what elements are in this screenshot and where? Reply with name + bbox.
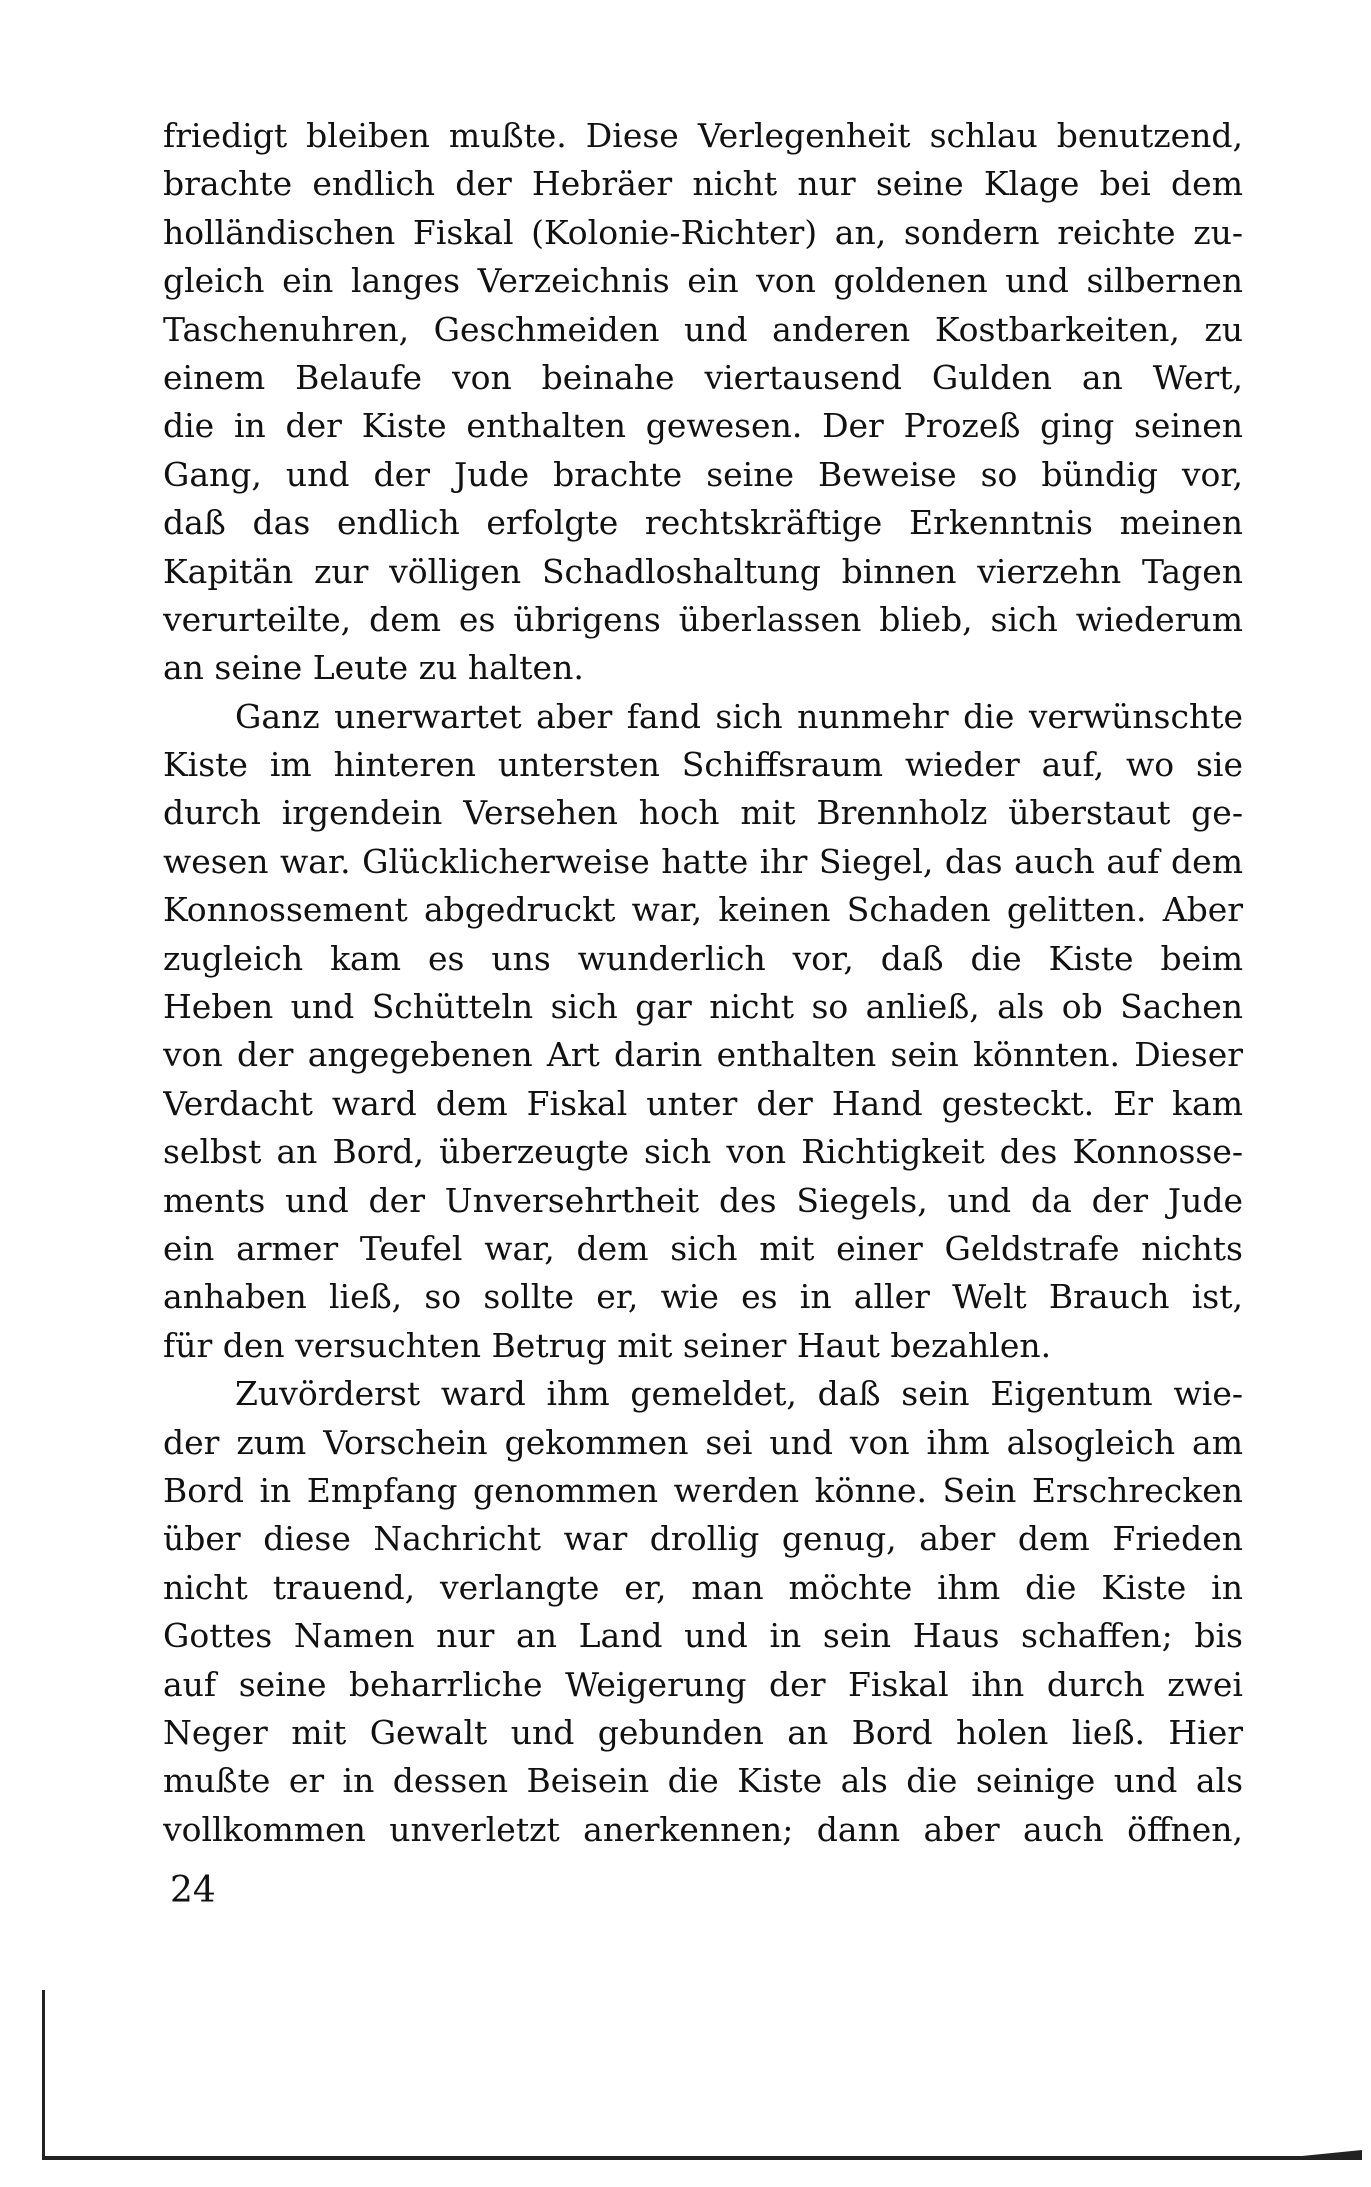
text-line: Gang, und der Jude brachte seine Beweise so bündig vor, — [163, 454, 1243, 494]
paragraph-start-line: Zuvörderst ward ihm gemeldet, daß sein Eigentum wie- — [235, 1374, 1243, 1414]
paragraph-start-line: Ganz unerwartet aber fand sich nunmehr die verwünschte — [235, 696, 1243, 736]
text-line: daß das endlich erfolgte rechtskräftige Erkenntnis meinen — [163, 503, 1243, 543]
text-line: wesen war. Glücklicherweise hatte ihr Siegel, das auch auf dem — [163, 841, 1243, 881]
page-number: 24 — [170, 1870, 216, 1911]
text-line: Heben und Schütteln sich gar nicht so anließ, als ob Sachen — [163, 987, 1243, 1027]
text-line: Gottes Namen nur an Land und in sein Haus schaffen; bis — [163, 1616, 1243, 1656]
text-line: durch irgendein Versehen hoch mit Brennholz überstaut ge- — [163, 793, 1243, 833]
text-line: Bord in Empfang genommen werden könne. Sein Erschrecken — [163, 1470, 1243, 1510]
text-line: Kiste im hinteren untersten Schiffsraum wieder auf, wo sie — [163, 745, 1243, 785]
text-line: der zum Vorschein gekommen sei und von ihm alsogleich am — [163, 1422, 1243, 1462]
text-line: auf seine beharrliche Weigerung der Fiskal ihn durch zwei — [163, 1664, 1243, 1704]
text-line: über diese Nachricht war drollig genug, aber dem Frieden — [163, 1519, 1243, 1559]
text-line: Neger mit Gewalt und gebunden an Bord holen ließ. Hier — [163, 1712, 1243, 1752]
text-line: an seine Leute zu halten. — [163, 648, 584, 688]
scan-edge-bottom-line — [42, 2156, 1362, 2160]
text-line: mußte er in dessen Beisein die Kiste als die seinige und als — [163, 1761, 1243, 1801]
text-line: die in der Kiste enthalten gewesen. Der Prozeß ging seinen — [163, 406, 1243, 446]
text-line: ments und der Unversehrtheit des Siegels, und da der Jude — [163, 1180, 1243, 1220]
text-line: einem Belaufe von beinahe viertausend Gulden an Wert, — [163, 357, 1243, 397]
text-line: anhaben ließ, so sollte er, wie es in aller Welt Brauch ist, — [163, 1277, 1243, 1317]
text-line: von der angegebenen Art darin enthalten sein könnten. Dieser — [163, 1035, 1243, 1075]
text-line: friedigt bleiben mußte. Diese Verlegenheit schlau benutzend, — [163, 116, 1243, 155]
text-line: Taschenuhren, Geschmeiden und anderen Kostbarkeiten, zu — [163, 309, 1243, 349]
text-line: Kapitän zur völligen Schadloshaltung binnen vierzehn Tagen — [163, 551, 1243, 591]
text-line: zugleich kam es uns wunderlich vor, daß die Kiste beim — [163, 938, 1243, 978]
text-line: brachte endlich der Hebräer nicht nur seine Klage bei dem — [163, 164, 1243, 204]
scan-edge-vertical-line — [42, 1990, 45, 2160]
text-line: ein armer Teufel war, dem sich mit einer Geldstrafe nichts — [163, 1228, 1243, 1268]
text-line: Konnossement abgedruckt war, keinen Schaden gelitten. Aber — [163, 890, 1243, 930]
text-line: für den versuchten Betrug mit seiner Haut bezahlen. — [163, 1325, 1052, 1365]
text-line: holländischen Fiskal (Kolonie-Richter) an, sondern reichte zu- — [163, 212, 1243, 252]
text-line: Verdacht ward dem Fiskal unter der Hand gesteckt. Er kam — [163, 1083, 1243, 1123]
text-line: selbst an Bord, überzeugte sich von Richtigkeit des Konnosse- — [163, 1132, 1243, 1172]
text-line: verurteilte, dem es übrigens überlassen blieb, sich wiederum — [163, 599, 1243, 639]
text-line: gleich ein langes Verzeichnis ein von goldenen und silbernen — [163, 261, 1243, 301]
page-body-text — [163, 112, 1243, 1854]
text-line: vollkommen unverletzt anerkennen; dann aber auch öffnen, — [163, 1809, 1243, 1849]
text-line: nicht trauend, verlangte er, man möchte ihm die Kiste in — [163, 1567, 1243, 1607]
